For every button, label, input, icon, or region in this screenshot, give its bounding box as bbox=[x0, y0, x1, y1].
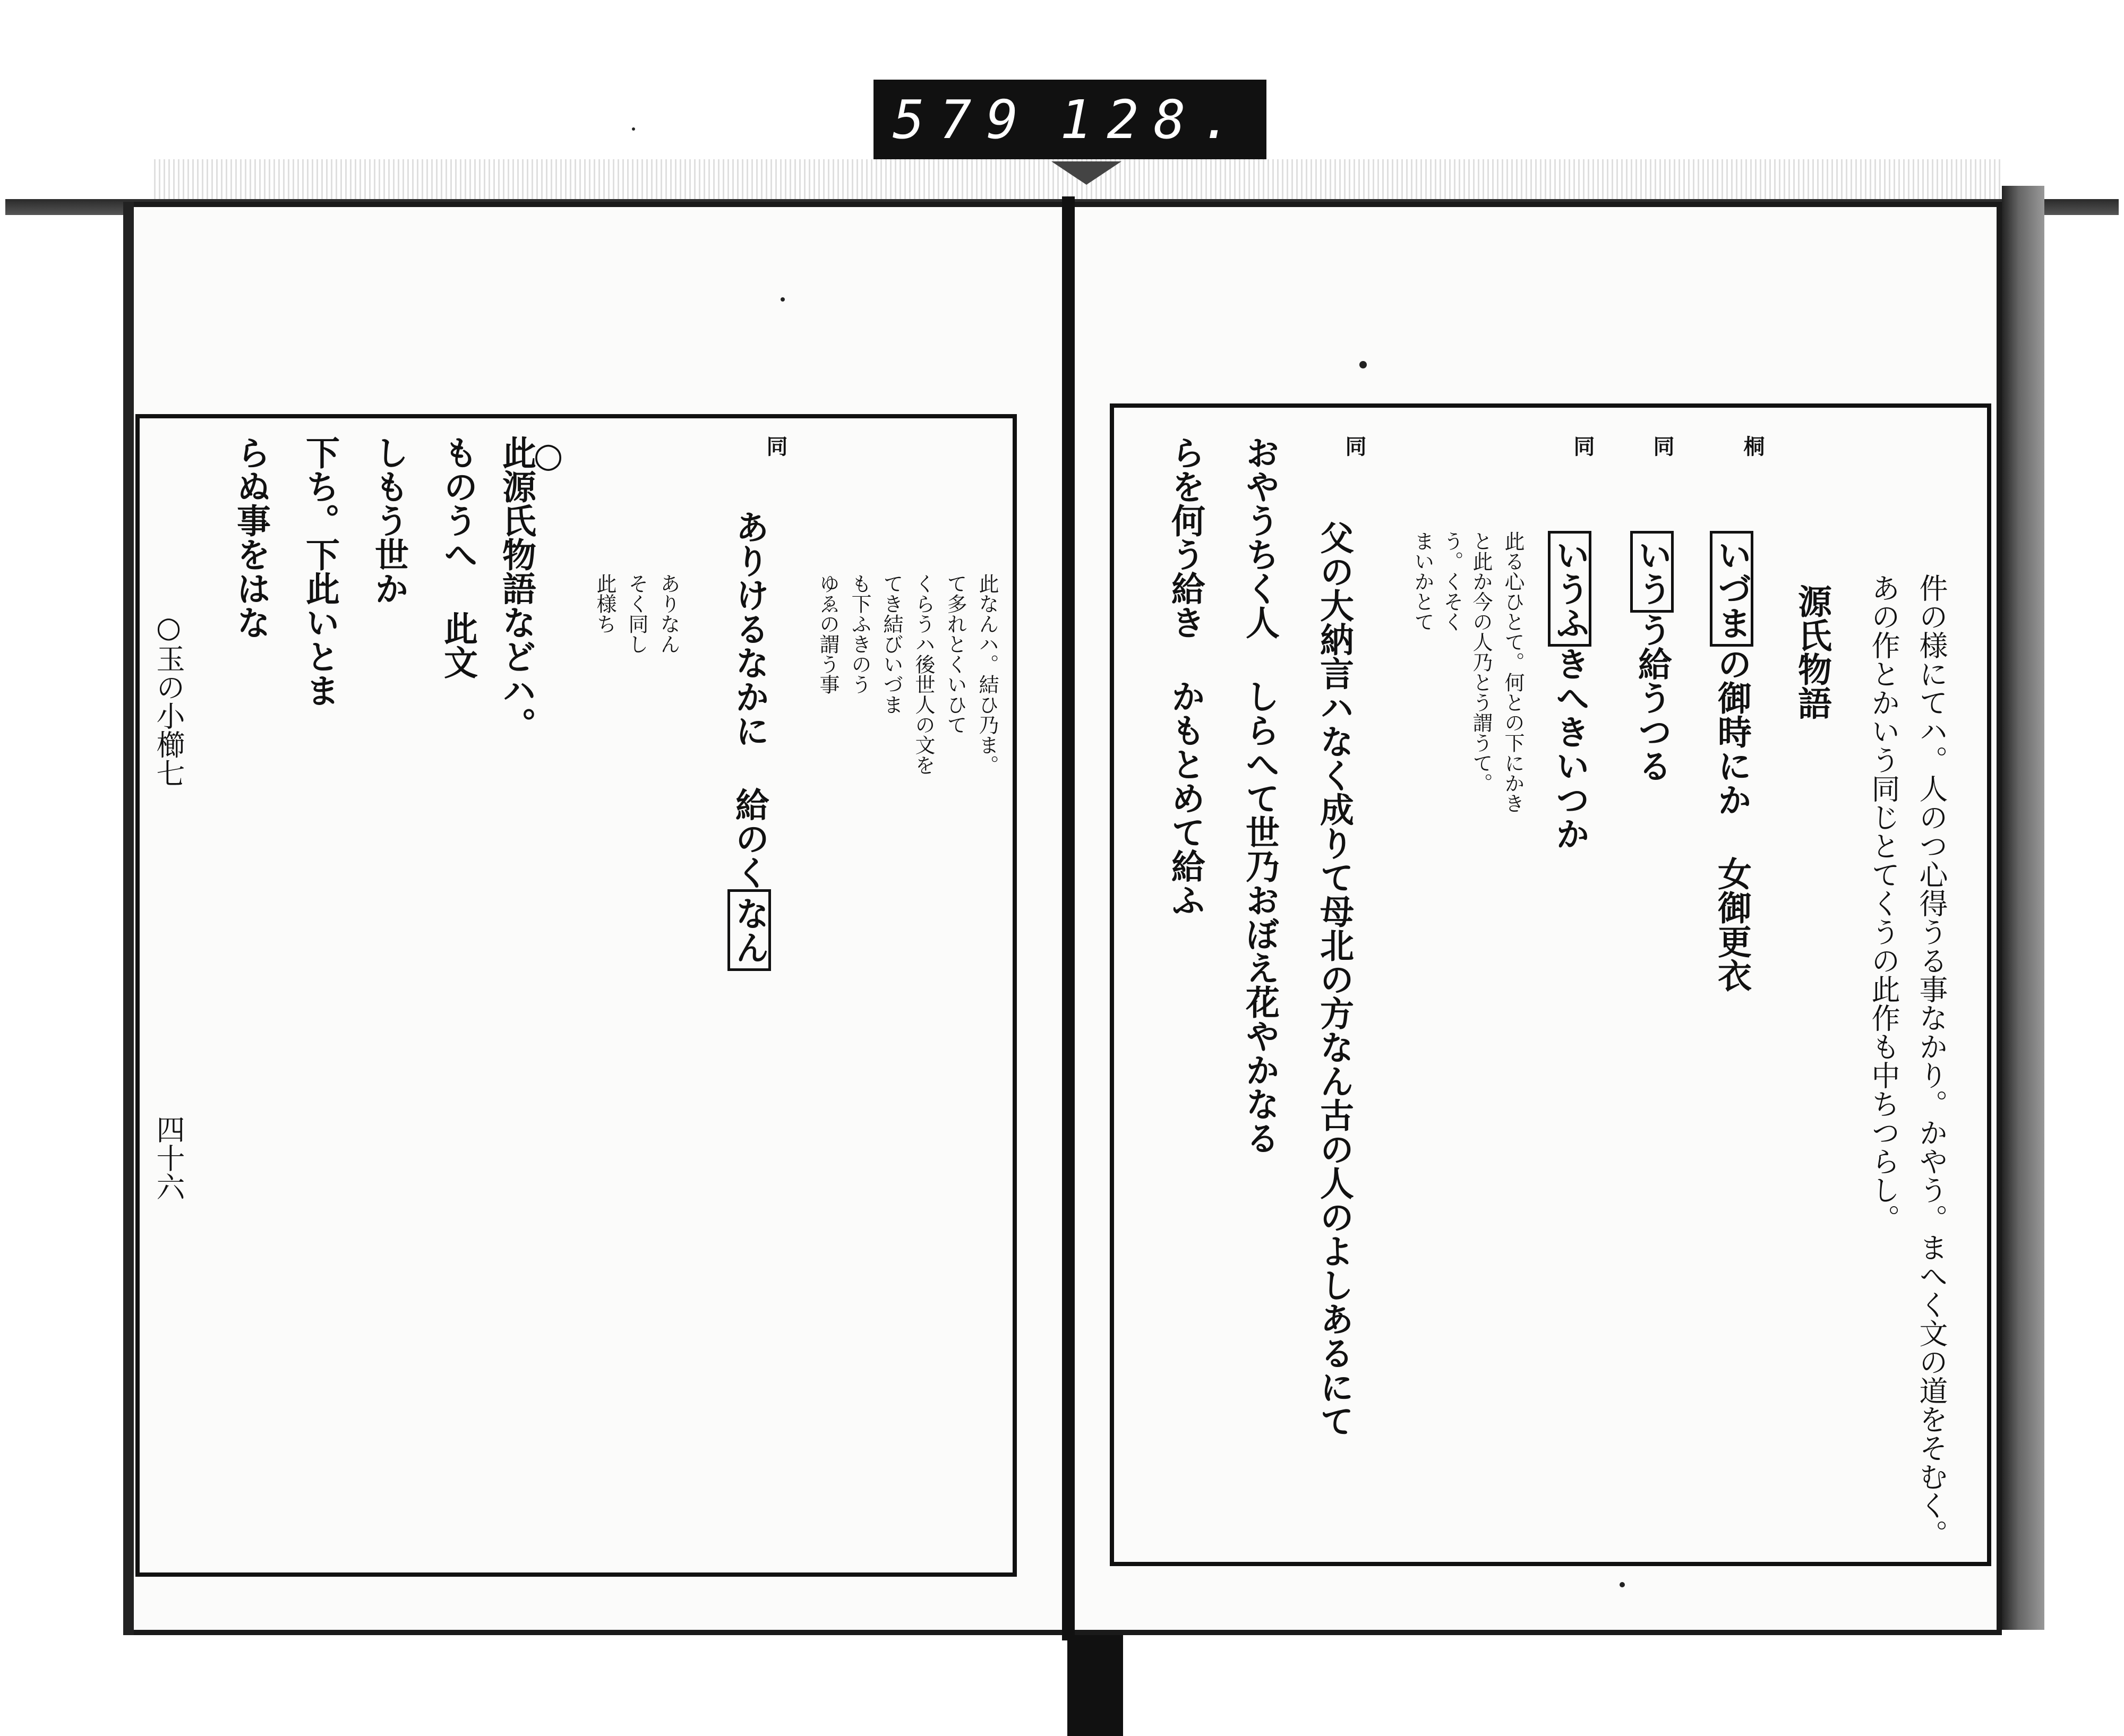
right-entry-1 bbox=[1710, 531, 1753, 992]
left-entry-head-1: 同 bbox=[763, 435, 788, 457]
right-entry-1-keyword: いづま bbox=[1710, 531, 1753, 647]
left-page-edge bbox=[123, 202, 134, 1635]
left-body-line-3: しもう世か bbox=[369, 435, 409, 605]
specimen-number-plate bbox=[873, 80, 1266, 159]
right-entry-head-2: 同 bbox=[1650, 435, 1675, 457]
scan-speck bbox=[1359, 361, 1367, 368]
left-note-6: ゆゑの謂う事 bbox=[816, 573, 840, 694]
left-entry-1-keyword: なん bbox=[727, 889, 771, 971]
right-entry-2-text: う給うつる bbox=[1632, 613, 1672, 783]
right-page-stack-edge bbox=[2002, 186, 2044, 1630]
scan-speck bbox=[632, 127, 635, 131]
spine-tab bbox=[1067, 1635, 1123, 1736]
right-entry-head-1: 桐 bbox=[1740, 435, 1765, 457]
right-entry-3 bbox=[1548, 531, 1591, 850]
right-note-3: う。くそく bbox=[1440, 531, 1463, 632]
left-running-head: ○玉の小櫛七 bbox=[152, 611, 185, 787]
right-note-4: まいかとて bbox=[1411, 531, 1434, 632]
plate-pointer-icon bbox=[1051, 161, 1121, 185]
left-note-7: ありなん bbox=[657, 573, 680, 654]
left-body-line-2: ものうへ 此文 bbox=[438, 435, 478, 679]
left-note-1: 此なんハ。結ひ乃ま。 bbox=[975, 573, 999, 775]
right-entry-6: らを何う給き かもとめて給ふ bbox=[1166, 435, 1205, 917]
right-entry-head-3: 同 bbox=[1570, 435, 1595, 457]
left-note-8: そく同し bbox=[625, 573, 648, 654]
scan-speck bbox=[1620, 1582, 1625, 1587]
left-body-line-4: 下ち。下此いとま bbox=[300, 435, 340, 707]
book-spine bbox=[1062, 196, 1075, 1640]
left-page-number: 四十六 bbox=[152, 1115, 185, 1201]
left-section-marker: ○ bbox=[528, 435, 568, 475]
left-note-4: てき結びいづま bbox=[880, 573, 903, 715]
left-note-9: 此様ち bbox=[593, 573, 616, 634]
right-entry-3-keyword: いうふ bbox=[1548, 531, 1591, 647]
left-entry-1 bbox=[727, 510, 771, 971]
right-entry-1-text: の御時にか 女御更衣 bbox=[1712, 647, 1752, 992]
right-entry-2 bbox=[1630, 531, 1674, 783]
right-note-2: と此か今の人乃とう謂うて。 bbox=[1469, 531, 1493, 793]
right-section-title: 源氏物語 bbox=[1792, 584, 1832, 720]
right-top-line-1: 件の様にてハ。人のつ心得うる事なかり。かやう。まへく文の道をそむく。 bbox=[1915, 573, 1948, 1548]
right-note-1: 此る心ひとて。何との下にかき bbox=[1501, 531, 1525, 813]
left-body-line-1: 此源氏物語などハ。 bbox=[496, 435, 536, 741]
left-note-5: も下ふきのう bbox=[848, 573, 871, 694]
left-body-line-5: らぬ事をはな bbox=[231, 435, 271, 639]
left-entry-1-text: ありけるなかに 給のく bbox=[730, 510, 769, 889]
right-entry-2-keyword: いう bbox=[1630, 531, 1674, 613]
right-entry-3-text: きへきいつか bbox=[1550, 647, 1590, 850]
right-entry-5: おやうちく人 しらへて世乃おぼえ花やかなる bbox=[1240, 435, 1280, 1155]
right-entry-4: 父の大納言ハなく成りて母北の方なん古の人のよしあるにて bbox=[1314, 520, 1354, 1438]
left-note-3: くらうハ後世人の文を bbox=[912, 573, 935, 775]
specimen-number-left: 579 bbox=[893, 88, 1033, 151]
left-note-2: て多れとくいひて bbox=[944, 573, 967, 735]
scan-speck bbox=[781, 297, 785, 302]
right-top-line-2: あの作とかいう同じとてくうの此作も中ちつらし。 bbox=[1867, 573, 1900, 1233]
right-entry-head-4: 同 bbox=[1342, 435, 1367, 457]
specimen-number-right: 128. bbox=[1060, 88, 1247, 151]
